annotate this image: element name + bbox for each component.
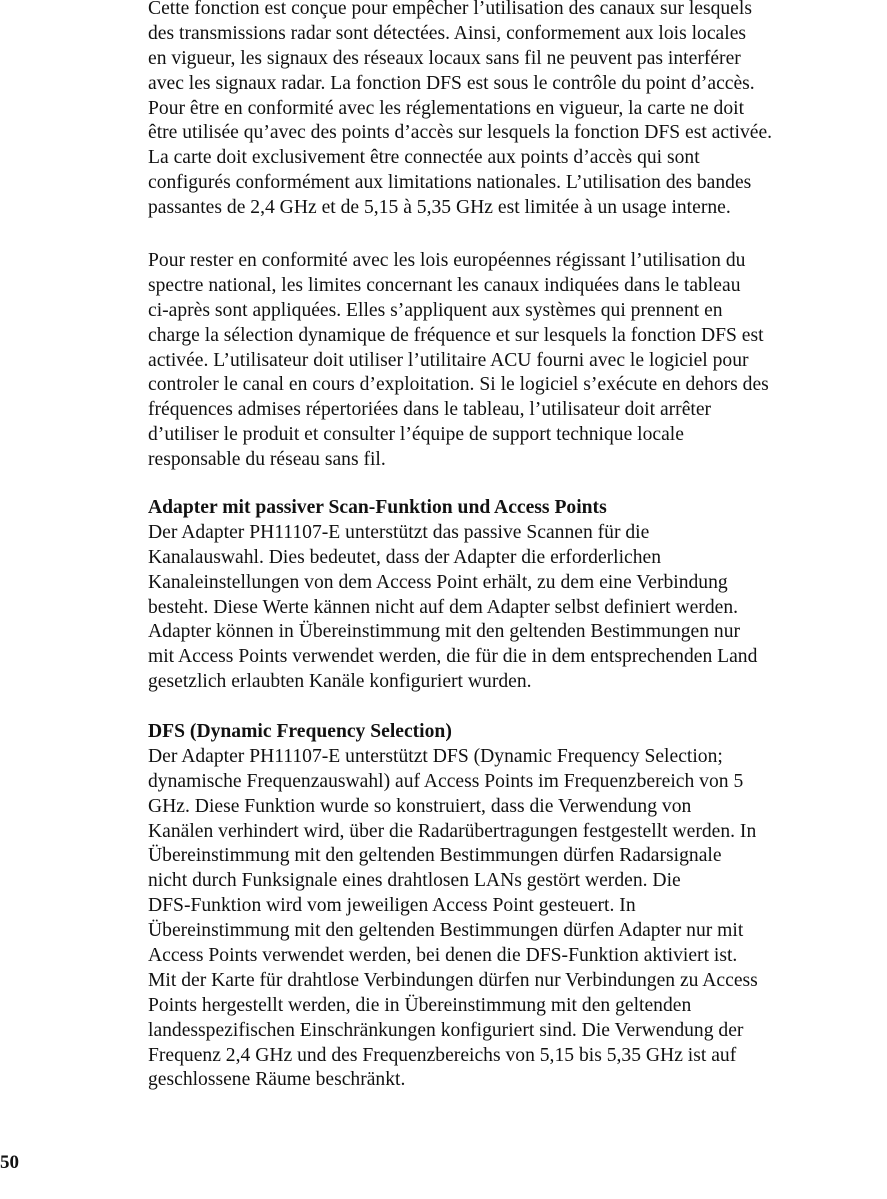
text-line: La carte doit exclusivement être connectée aux points d’accès qui sont: [148, 147, 700, 169]
text-line: mit Access Points verwendet werden, die für die in dem entsprechenden Land: [148, 646, 758, 668]
text-line: charge la sélection dynamique de fréquence et sur lesquels la fonction DFS est: [148, 324, 764, 346]
text-line: spectre national, les limites concernant les canaux indiquées dans le tableau: [148, 274, 741, 296]
text-line: fréquences admises répertoriées dans le tableau, l’utilisateur doit arrêter: [148, 399, 712, 421]
text-line: ci-après sont appliquées. Elles s’appliquent aux systèmes qui prennent en: [148, 299, 723, 321]
text-line: gesetzlich erlaubten Kanäle konfiguriert wurden.: [148, 671, 532, 693]
section-heading: DFS (Dynamic Frequency Selection): [148, 721, 452, 742]
text-line: configurés conformément aux limitations nationales. L’utilisation des bandes: [148, 172, 752, 194]
text-line: des transmissions radar sont détectées. Ainsi, conformement aux lois locales: [148, 22, 747, 44]
text-line: DFS-Funktion wird vom jeweiligen Access Point gesteuert. In: [148, 895, 636, 917]
text-line: Points hergestellt werden, die in Übereinstimmung mit den geltenden: [148, 994, 692, 1016]
text-line: Access Points verwendet werden, bei denen die DFS-Funktion aktiviert ist.: [148, 945, 738, 967]
text-line: controler le canal en cours d’exploitation. Si le logiciel s’exécute en dehors des: [148, 374, 769, 396]
text-line: Übereinstimmung mit den geltenden Bestimmungen dürfen Radarsignale: [148, 845, 722, 867]
text-line: Kanaleinstellungen von dem Access Point erhält, zu dem eine Verbindung: [148, 571, 728, 593]
section-heading: Adapter mit passiver Scan-Funktion und Access Points: [148, 497, 607, 518]
text-line: geschlossene Räume beschränkt.: [148, 1069, 406, 1091]
text-line: nicht durch Funksignale eines drahtlosen LANs gestört werden. Die: [148, 870, 681, 892]
text-line: avec les signaux radar. La fonction DFS est sous le contrôle du point d’accès.: [148, 72, 755, 94]
text-line: Cette fonction est conçue pour empêcher l’utilisation des canaux sur lesquels: [148, 0, 752, 19]
text-line: Kanälen verhindert wird, über die Radarübertragungen festgestellt werden. In: [148, 820, 757, 842]
text-line: Kanalauswahl. Dies bedeutet, dass der Adapter die erforderlichen: [148, 546, 662, 568]
paragraph-dfs-french-2: [148, 249, 769, 473]
text-line: Übereinstimmung mit den geltenden Bestimmungen dürfen Adapter nur mit: [148, 920, 744, 942]
text-line: Adapter können in Übereinstimmung mit den geltenden Bestimmungen nur: [148, 621, 741, 643]
text-line: activée. L’utilisateur doit utiliser l’utilitaire ACU fourni avec le logiciel pour: [148, 349, 749, 371]
text-line: GHz. Diese Funktion wurde so konstruiert, dass die Verwendung von: [148, 795, 692, 817]
text-line: être utilisée qu’avec des points d’accès sur lesquels la fonction DFS est activée.: [148, 122, 773, 144]
text-line: Der Adapter PH11107-E unterstützt das passive Scannen für die: [148, 521, 650, 543]
text-line: dynamische Frequenzauswahl) auf Access Points im Frequenzbereich von 5: [148, 770, 744, 792]
text-line: passantes de 2,4 GHz et de 5,15 à 5,35 GHz est limitée à un usage interne.: [148, 197, 731, 219]
section-dfs-german: [148, 720, 758, 1093]
text-line: Der Adapter PH11107-E unterstützt DFS (Dynamic Frequency Selection;: [148, 745, 723, 767]
text-line: en vigueur, les signaux des réseaux locaux sans fil ne peuvent pas interférer: [148, 47, 741, 69]
paragraph-dfs-french-1: [148, 0, 772, 221]
text-line: Pour rester en conformité avec les lois européennes régissant l’utilisation du: [148, 250, 746, 271]
section-passive-scan-german: [148, 496, 757, 695]
text-line: besteht. Diese Werte kännen nicht auf dem Adapter selbst definiert werden.: [148, 596, 739, 618]
text-line: Mit der Karte für drahtlose Verbindungen dürfen nur Verbindungen zu Access: [148, 969, 758, 991]
text-line: responsable du réseau sans fil.: [148, 449, 386, 471]
page-number: 50: [0, 1152, 19, 1173]
text-line: Frequenz 2,4 GHz und des Frequenzbereichs von 5,15 bis 5,35 GHz ist auf: [148, 1044, 737, 1066]
text-line: landesspezifischen Einschränkungen konfiguriert sind. Die Verwendung der: [148, 1019, 744, 1041]
text-line: Pour être en conformité avec les réglementations en vigueur, la carte ne doit: [148, 97, 745, 119]
text-line: d’utiliser le produit et consulter l’équipe de support technique locale: [148, 424, 684, 446]
